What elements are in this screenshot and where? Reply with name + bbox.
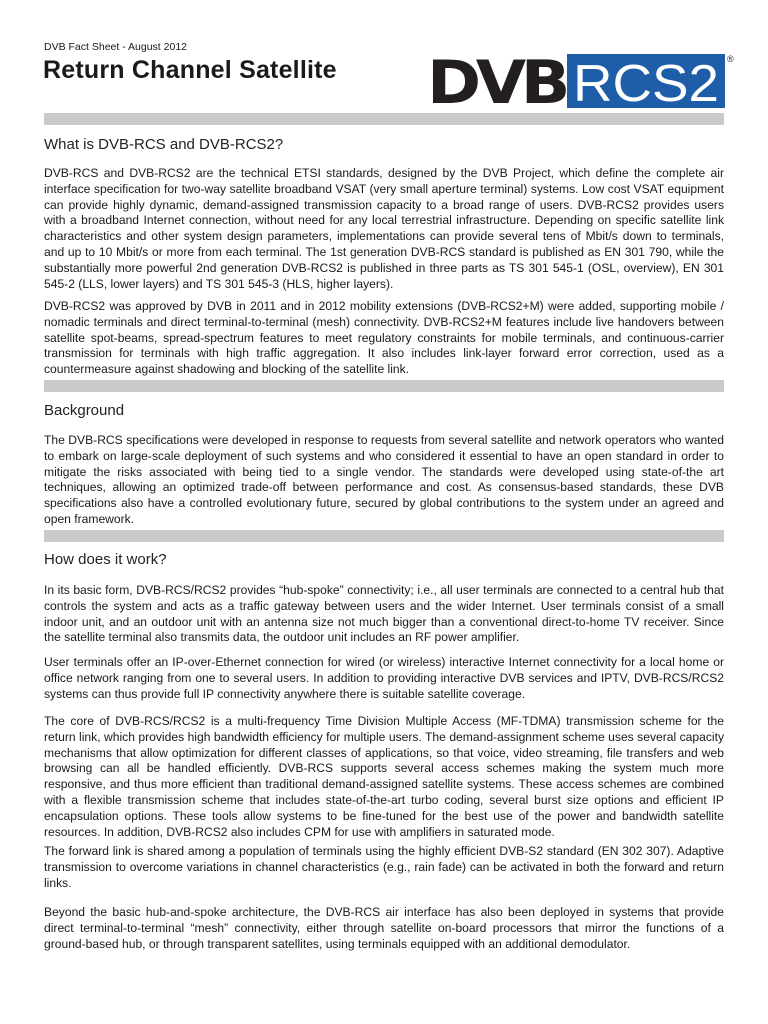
section-heading-background: Background — [44, 402, 125, 419]
section-divider — [44, 380, 724, 392]
section-divider — [44, 530, 724, 542]
paragraph: DVB-RCS2 was approved by DVB in 2011 and in 2012 mobility extensions (DVB-RCS2+M) were added, supporting mobile / nomadic terminals and direct terminal-to-terminal (mesh) connectivity. DVB-RCS2+M features include live handovers between satellite spot-beams, spread-spectrum features to meet regulatory constraints for mobile terminals, and continuous-carrier transmission for terminals with high traffic aggregation. It also includes link-layer forward error correction, used as a countermeasure against shadowing and blocking of the satellite link. — [44, 299, 724, 377]
paragraph: The forward link is shared among a population of terminals using the highly efficient DVB-S2 standard (EN 302 307). Adaptive transmission to overcome variations in channel characteristics (e.g., rain fade) can be activated in both the forward and return links. — [44, 844, 724, 890]
section-heading-how-it-works: How does it work? — [44, 551, 167, 568]
paragraph: The DVB-RCS specifications were developed in response to requests from several satellite and network operators who wanted to embark on large-scale deployment of such systems and who considered it essential to have an open standard in order to mitigate the risks associated with being tied to a single vendor. The standards were developed using state-of-the art techniques, allowing an optimized trade-off between performance and cost. As consensus-based standards, these DVB specifications also have a controlled evolutionary future, secured by global contributions to the system under an agreed and open framework. — [44, 433, 724, 526]
paragraph: Beyond the basic hub-and-spoke architecture, the DVB-RCS air interface has also been deployed in systems that provide direct terminal-to-terminal “mesh” connectivity, either through satellite on-board processors that mirror the functions of a ground-based hub, or through transparent satellites, using terminals equipped with an additional demodulator. — [44, 905, 724, 951]
paragraph: The core of DVB-RCS/RCS2 is a multi-frequency Time Division Multiple Access (MF-TDMA) transmission scheme for the return link, which provides high bandwidth efficiency for multiple users. The demand-assignment scheme uses several capacity mechanisms that allow optimization for different classes of applications, so that voice, video streaming, file transfers and web browsing can all be handled efficiently. DVB-RCS supports several access schemes making the system much more responsive, and thus more efficient than traditional demand-assigned satellite systems. These access schemes are combined with a flexible transmission scheme that includes state-of-the-art turbo coding, several burst size options and efficient IP encapsulation options. These tools allow systems to be fine-tuned for the best use of the power and bandwidth satellite resources. In addition, DVB-RCS2 also includes CPM for use with amplifiers in saturated mode. — [44, 714, 724, 839]
section-divider — [44, 113, 724, 125]
dvb-rcs2-logo — [427, 52, 737, 110]
section-heading-what-is: What is DVB-RCS and DVB-RCS2? — [44, 136, 284, 153]
paragraph: User terminals offer an IP-over-Ethernet connection for wired (or wireless) interactive Internet connectivity for a local home or office network ranging from one to several users. In addition to providing interactive DVB services and IPTV, DVB-RCS/RCS2 systems can thus provide full IP connectivity anywhere there is suitable satellite coverage. — [44, 655, 724, 701]
logo-registered-mark: ® — [727, 54, 734, 64]
logo-rcs2-text: RCS2 — [573, 55, 719, 110]
paragraph: In its basic form, DVB-RCS/RCS2 provides “hub-spoke” connectivity; i.e., all user terminals are connected to a central hub that controls the system and acts as a traffic gateway between users and the wider Internet. User terminals consist of a small indoor unit, and an outdoor unit with an antenna size not much bigger than a conventional direct-to-home TV receiver. Since the satellite terminal also transmits data, the outdoor unit includes an RF power amplifier. — [44, 583, 724, 645]
paragraph: DVB-RCS and DVB-RCS2 are the technical ETSI standards, designed by the DVB Project, which define the complete air interface specification for two-way satellite broadband VSAT (very small aperture terminal) systems. Low cost VSAT equipment can provide highly dynamic, demand-assigned transmission capacity to a broad range of users. DVB-RCS2 provides users with a broadband Internet connection, without need for any local terrestrial infrastructure. Depending on specific satellite link characteristics and other system design parameters, implementations can provide several tens of Mbit/s down to terminals, and up to 10 Mbit/s or more from each terminal. The 1st generation DVB-RCS standard is published as EN 301 790, while the substantially more powerful 2nd generation DVB-RCS2 is published in three parts as TS 301 545-1 (OSL, overview), EN 301 545-2 (LLS, lower layers) and TS 301 545-3 (HLS, higher layers). — [44, 166, 724, 291]
logo-dvb-text: DVB — [427, 52, 567, 110]
fact-sheet-date: DVB Fact Sheet - August 2012 — [44, 41, 188, 53]
page-title: Return Channel Satellite — [43, 56, 337, 84]
